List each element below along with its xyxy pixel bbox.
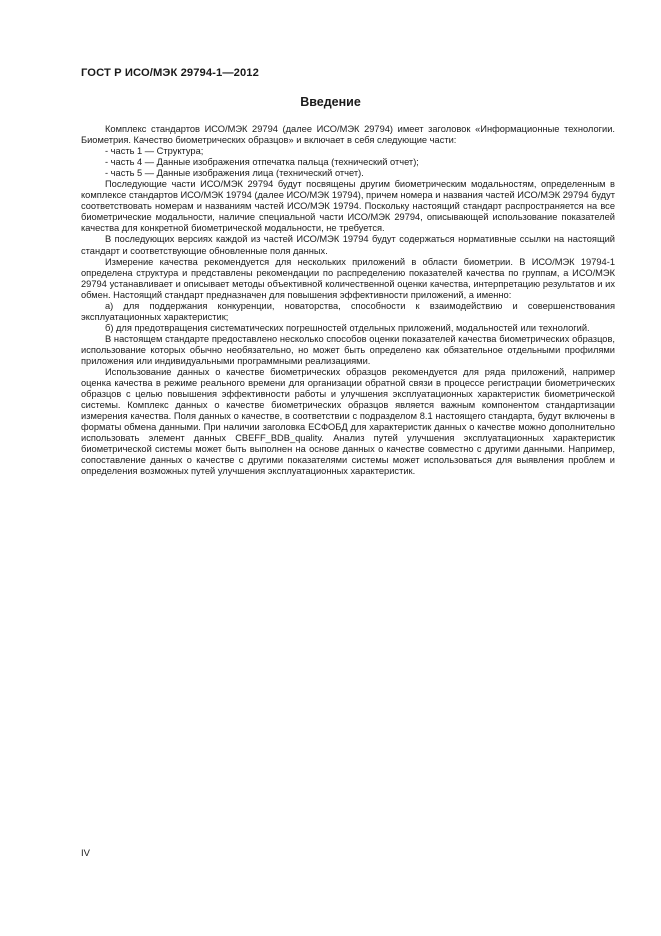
list-item-part-5: - часть 5 — Данные изображения лица (технический отчет).	[105, 168, 364, 179]
paragraph-quality-data-usage: Использование данных о качестве биометрических образцов рекомендуется для ряда приложений, например оценка качества в режиме реального времени для организации обратной связи в процессе регистрации биометрических образцов с целью повышения эффективности работы и улучшения эксплуатационных характеристик биометрической системы. Комплекс данных о качестве биометрических образцов является важным компонентом стандартизации измерения качества. Поля данных о качестве, в соответствии с подразделом 8.1 настоящего стандарта, будут включены в форматы обмена данными. При наличии заголовка ЕСФОБД для характеристик данных о качестве можно дополнительно использовать элемент данных CBEFF_BDB_quality. Анализ путей улучшения эксплуатационных характеристик биометрической системы может быть выполнен на основе данных о качестве совместно с другими данными. Например, сопоставление данных о качестве с другими показателями системы может использоваться для выявления проблем и определения возможных путей улучшения эксплуатационных характеристик.	[81, 367, 615, 477]
section-title: Введение	[300, 95, 361, 109]
paragraph-quality-measurement: Измерение качества рекомендуется для нескольких приложений в области биометрии. В ИСО/МЭК 19794-1 определена структура и представлены рекомендации по распределению показателей качества по группам, а ИСО/МЭК 29794 устанавливает и описывает методы объективной количественной оценки качества, интерпретацию результатов и их обмен. Настоящий стандарт предназначен для повышения эффективности приложений, а именно:	[81, 256, 615, 300]
list-item-part-4: - часть 4 — Данные изображения отпечатка пальца (технический отчет);	[105, 157, 419, 168]
document-code: ГОСТ Р ИСО/МЭК 29794-1—2012	[81, 67, 259, 79]
paragraph-subsequent-parts: Последующие части ИСО/МЭК 29794 будут посвящены другим биометрическим модальностям, определенным в комплексе стандартов ИСО/МЭК 19794 (далее ИСО/МЭК 19794), причем номера и названия частей ИСО/МЭК 29794 будут соответствовать номерам и названиям частей ИСО/МЭК 19794. Поскольку настоящий стандарт распространяется на все биометрические модальности, наличие специальной части ИСО/МЭК 29794, описывающей использование показателей качества для конкретной биометрической модальности, не требуется.	[81, 179, 615, 234]
body-text	[81, 124, 615, 478]
list-item-a: а) для поддержания конкуренции, новаторства, способности к взаимодействию и совершенствования эксплуатационных характеристик;	[81, 300, 615, 322]
list-item-b: б) для предотвращения систематических погрешностей отдельных приложений, модальностей или технологий.	[105, 322, 590, 333]
paragraph-assessment-methods: В настоящем стандарте предоставлено несколько способов оценки показателей качества биометрических образцов, использование которых обычно необязательно, но может быть определено как обязательное отдельными профилями приложения или индивидуальными программными реализациями.	[81, 333, 615, 366]
paragraph-intro: Комплекс стандартов ИСО/МЭК 29794 (далее ИСО/МЭК 29794) имеет заголовок «Информационные технологии. Биометрия. Качество биометрических образцов» и включает в себя следующие части:	[81, 124, 615, 146]
page-number: IV	[81, 848, 90, 859]
list-item-part-1: - часть 1 — Структура;	[105, 146, 204, 157]
paragraph-future-versions: В последующих версиях каждой из частей ИСО/МЭК 19794 будут содержаться нормативные ссылки на настоящий стандарт и соответствующие обновленные поля данных.	[81, 234, 615, 256]
